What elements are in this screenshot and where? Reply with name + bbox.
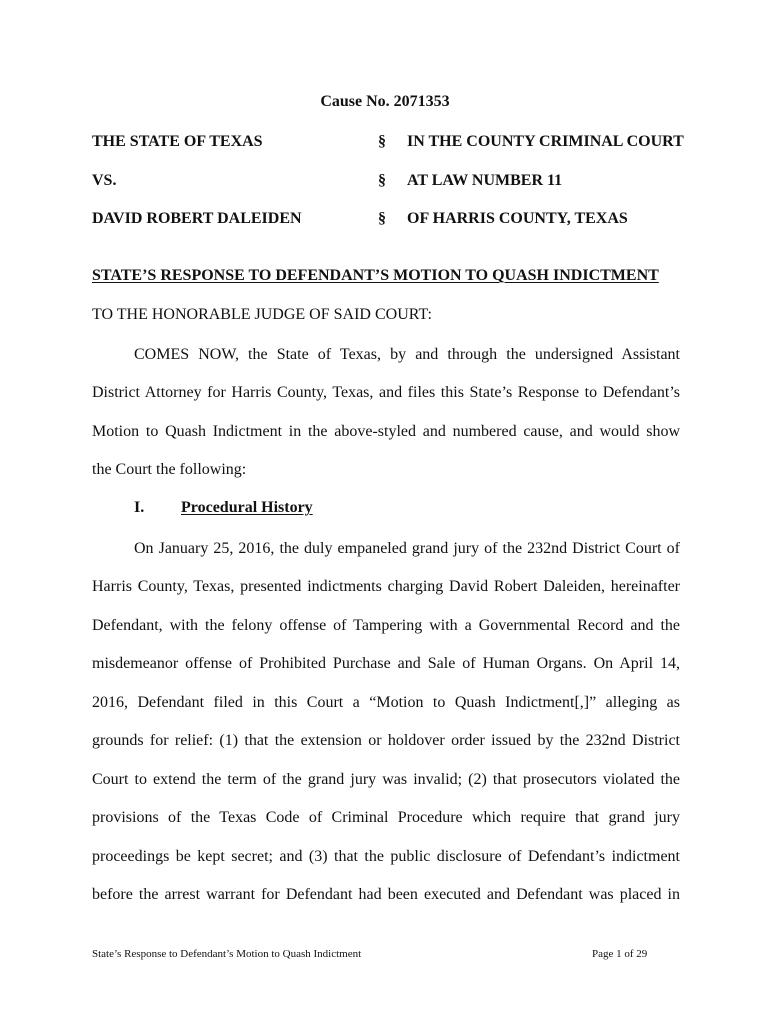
history-line: proceedings be kept secret; and (3) that the public disclosure of Defendant’s indictment: [92, 848, 680, 865]
cause-number: Cause No. 2071353: [320, 93, 450, 110]
intro-line: the Court the following:: [92, 461, 247, 478]
intro-line: District Attorney for Harris County, Texas, and files this State’s Response to Defendant’s: [92, 384, 680, 401]
section-symbol: §: [378, 172, 386, 189]
page-number: Page 1 of 29: [592, 948, 648, 960]
history-line: provisions of the Texas Code of Criminal Procedure which require that grand jury: [92, 809, 680, 826]
caption-court-line-1: IN THE COUNTY CRIMINAL COURT: [407, 133, 684, 150]
intro-line: Motion to Quash Indictment in the above-styled and numbered cause, and would show: [92, 423, 680, 440]
history-line: Defendant, with the felony offense of Tampering with a Governmental Record and the: [92, 617, 680, 634]
history-line: On January 25, 2016, the duly empaneled grand jury of the 232nd District Court of: [134, 540, 680, 557]
history-line: 2016, Defendant filed in this Court a “Motion to Quash Indictment[,]” alleging as: [92, 694, 680, 711]
history-line: grounds for relief: (1) that the extension or holdover order issued by the 232nd District: [92, 732, 680, 749]
caption-court-line-3: OF HARRIS COUNTY, TEXAS: [407, 210, 628, 227]
history-line: Court to extend the term of the grand jury was invalid; (2) that prosecutors violated the: [92, 771, 680, 788]
history-line: before the arrest warrant for Defendant had been executed and Defendant was placed in: [92, 886, 680, 903]
caption-versus: VS.: [92, 172, 117, 189]
caption-court-line-2: AT LAW NUMBER 11: [407, 172, 563, 189]
footer-document-title: State’s Response to Defendant’s Motion to Quash Indictment: [92, 948, 362, 960]
history-line: misdemeanor offense of Prohibited Purchase and Sale of Human Organs. On April 14,: [92, 655, 680, 672]
history-line: Harris County, Texas, presented indictments charging David Robert Daleiden, hereinafter: [92, 578, 680, 595]
court-address: TO THE HONORABLE JUDGE OF SAID COURT:: [92, 306, 432, 323]
caption-party-state: THE STATE OF TEXAS: [92, 133, 263, 150]
section-number: I.: [134, 499, 145, 516]
document-title: STATE’S RESPONSE TO DEFENDANT’S MOTION TO QUASH INDICTMENT: [92, 267, 659, 284]
section-symbol: §: [378, 210, 386, 227]
intro-line: COMES NOW, the State of Texas, by and through the undersigned Assistant: [134, 346, 680, 363]
caption-party-defendant: DAVID ROBERT DALEIDEN: [92, 210, 302, 227]
section-title: Procedural History: [181, 499, 313, 516]
section-symbol: §: [378, 133, 386, 150]
